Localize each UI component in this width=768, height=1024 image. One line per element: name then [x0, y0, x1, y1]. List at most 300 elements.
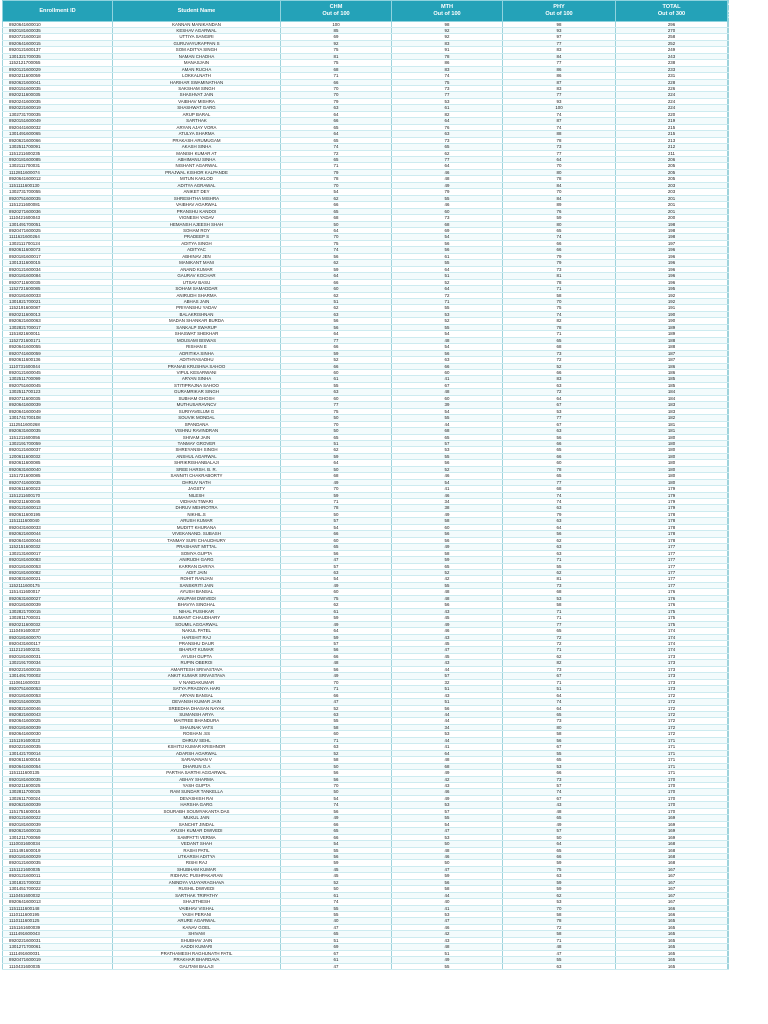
phy-score-cell: 86: [503, 73, 616, 79]
phy-score-cell: 80: [503, 724, 616, 730]
student-name-cell: SUBHAM GHOSH: [113, 395, 281, 401]
mth-score-cell: 57: [392, 808, 503, 814]
mth-score-cell: 52: [392, 279, 503, 285]
total-score-cell: 177: [616, 582, 728, 588]
enrollment-id-cell: 1302111700031: [3, 163, 113, 169]
enrollment-id-cell: 8920181600053: [3, 692, 113, 698]
student-name-cell: NISHANT AGARWAL: [113, 163, 281, 169]
mth-score-cell: 49: [392, 770, 503, 776]
chm-score-cell: 68: [281, 215, 392, 221]
phy-score-cell: 63: [503, 505, 616, 511]
student-name-cell: SATYA PRAGNYA HARI: [113, 686, 281, 692]
chm-score-cell: 56: [281, 808, 392, 814]
student-name-cell: SOHAM ROY: [113, 228, 281, 234]
mth-score-cell: 53: [392, 311, 503, 317]
chm-score-cell: 50: [281, 466, 392, 472]
chm-score-cell: 70: [281, 421, 392, 427]
total-score-cell: 190: [616, 311, 728, 317]
enrollment-id-cell: 8920211600013: [3, 311, 113, 317]
student-name-cell: PARTHA SARTHI AGGARWAL: [113, 770, 281, 776]
chm-score-cell: 63: [281, 105, 392, 111]
chm-score-cell: 54: [281, 841, 392, 847]
chm-score-cell: 60: [281, 589, 392, 595]
total-score-cell: 165: [616, 963, 728, 969]
total-score-cell: 203: [616, 182, 728, 188]
mth-score-cell: 53: [392, 731, 503, 737]
chm-score-cell: 64: [281, 131, 392, 137]
student-name-cell: SHIVAM JAIN: [113, 434, 281, 440]
mth-score-cell: 53: [392, 912, 503, 918]
chm-score-cell: 60: [281, 537, 392, 543]
student-name-cell: MANISH KUMAR AT: [113, 150, 281, 156]
enrollment-id-cell: 1302731700055: [3, 189, 113, 195]
total-score-cell: 220: [616, 111, 728, 117]
mth-score-cell: 60: [392, 395, 503, 401]
student-name-cell: PRASHANT MITTAL: [113, 544, 281, 550]
chm-score-cell: 60: [281, 369, 392, 375]
phy-score-cell: 78: [503, 176, 616, 182]
chm-score-cell: 56: [281, 647, 392, 653]
chm-score-cell: 50: [281, 415, 392, 421]
student-name-cell: DHRUV SEHL: [113, 737, 281, 743]
total-score-cell: 172: [616, 724, 728, 730]
student-name-cell: MADAN SHANKAR BURDA: [113, 318, 281, 324]
chm-score-cell: 54: [281, 524, 392, 530]
student-name-cell: SPANDANA: [113, 421, 281, 427]
enrollment-id-cell: 8920831600021: [3, 576, 113, 582]
results-sheet: [2, 0, 745, 970]
enrollment-id-cell: 1152721600171: [3, 337, 113, 343]
student-name-cell: UTKARSH ADITYA: [113, 853, 281, 859]
mth-score-cell: 55: [392, 453, 503, 459]
chm-score-cell: 52: [281, 879, 392, 885]
mth-score-cell: 56: [392, 531, 503, 537]
phy-score-cell: 67: [503, 421, 616, 427]
total-score-cell: 191: [616, 305, 728, 311]
mth-score-cell: 55: [392, 415, 503, 421]
phy-score-cell: 98: [503, 21, 616, 27]
enrollment-id-cell: 1110451600032: [3, 892, 113, 898]
phy-score-cell: 63: [503, 544, 616, 550]
student-name-cell: SHREYANSH SINGH: [113, 447, 281, 453]
enrollment-id-cell: 1301421700014: [3, 750, 113, 756]
chm-score-cell: 70: [281, 234, 392, 240]
mth-score-cell: 52: [392, 570, 503, 576]
chm-score-cell: 57: [281, 641, 392, 647]
phy-score-cell: 73: [503, 666, 616, 672]
mth-score-cell: 52: [392, 318, 503, 324]
total-score-cell: 184: [616, 395, 728, 401]
enrollment-id-cell: 8920121600045: [3, 369, 113, 375]
phy-score-cell: 71: [503, 615, 616, 621]
mth-score-cell: 44: [392, 892, 503, 898]
student-name-cell: SHRESHTHA MISHRA: [113, 195, 281, 201]
chm-score-cell: 62: [281, 305, 392, 311]
total-score-cell: 243: [616, 53, 728, 59]
phy-score-cell: 63: [503, 428, 616, 434]
enrollment-id-cell: 8920431600033: [3, 524, 113, 530]
header-air: AIR AFTS-3(XII): [728, 1, 745, 20]
enrollment-id-cell: 1151121600035: [3, 866, 113, 872]
student-name-cell: HARSHIT RAJ: [113, 634, 281, 640]
total-score-cell: 224: [616, 105, 728, 111]
total-score-cell: 178: [616, 531, 728, 537]
chm-score-cell: 59: [281, 350, 392, 356]
mth-score-cell: 48: [392, 389, 503, 395]
chm-score-cell: 71: [281, 737, 392, 743]
mth-score-cell: 58: [392, 518, 503, 524]
student-name-cell: ARYAN SINHA: [113, 376, 281, 382]
enrollment-id-cell: 8920471600019: [3, 957, 113, 963]
phy-score-cell: 65: [503, 815, 616, 821]
total-score-cell: 185: [616, 376, 728, 382]
mth-score-cell: 49: [392, 621, 503, 627]
chm-score-cell: 75: [281, 47, 392, 53]
phy-score-cell: 51: [503, 686, 616, 692]
student-name-cell: GURUVAYURAPPAN S: [113, 40, 281, 46]
chm-score-cell: 52: [281, 750, 392, 756]
chm-score-cell: 77: [281, 402, 392, 408]
student-name-cell: ARYAN BANSAL: [113, 692, 281, 698]
chm-score-cell: 65: [281, 434, 392, 440]
phy-score-cell: 72: [503, 357, 616, 363]
phy-score-cell: 72: [503, 641, 616, 647]
student-name-cell: SARAVANAN V: [113, 757, 281, 763]
student-name-cell: SHIVAM: [113, 931, 281, 937]
student-name-cell: SOUMIL AGGARWAL: [113, 621, 281, 627]
chm-score-cell: 69: [281, 944, 392, 950]
phy-score-cell: 73: [503, 144, 616, 150]
header-phy-sub: Out of 100: [545, 10, 573, 17]
mth-score-cell: 43: [392, 782, 503, 788]
enrollment-id-cell: 1111491600031: [3, 950, 113, 956]
total-score-cell: 189: [616, 331, 728, 337]
mth-score-cell: 51: [392, 950, 503, 956]
phy-score-cell: 59: [503, 215, 616, 221]
enrollment-id-cell: 8920181600070: [3, 634, 113, 640]
student-name-cell: AADDI KUMARI: [113, 944, 281, 950]
enrollment-id-cell: 8920211600059: [3, 73, 113, 79]
enrollment-id-cell: 8920641600055: [3, 344, 113, 350]
total-score-cell: 174: [616, 641, 728, 647]
phy-score-cell: 53: [503, 595, 616, 601]
chm-score-cell: 66: [281, 279, 392, 285]
mth-score-cell: 65: [392, 144, 503, 150]
student-name-cell: VIPUL KESARWANI: [113, 369, 281, 375]
total-score-cell: 211: [616, 150, 728, 156]
mth-score-cell: 39: [392, 402, 503, 408]
student-name-cell: ANKIT KUMAR SRIVASTAVA: [113, 673, 281, 679]
enrollment-id-cell: 8920121600137: [3, 47, 113, 53]
mth-score-cell: 62: [392, 150, 503, 156]
chm-score-cell: 66: [281, 531, 392, 537]
phy-score-cell: 74: [503, 311, 616, 317]
enrollment-id-cell: 1151111600040: [3, 518, 113, 524]
phy-score-cell: 72: [503, 634, 616, 640]
phy-score-cell: 71: [503, 647, 616, 653]
enrollment-id-cell: 8920641600010: [3, 21, 113, 27]
mth-score-cell: 56: [392, 350, 503, 356]
phy-score-cell: 71: [503, 679, 616, 685]
mth-score-cell: 49: [392, 511, 503, 517]
mth-score-cell: 43: [392, 608, 503, 614]
enrollment-id-cell: 8920241600035: [3, 98, 113, 104]
total-score-cell: 180: [616, 434, 728, 440]
total-score-cell: 196: [616, 273, 728, 279]
student-name-cell: SARTHAK: [113, 118, 281, 124]
total-score-cell: 188: [616, 337, 728, 343]
phy-score-cell: 63: [503, 382, 616, 388]
enrollment-id-cell: 8920641600013: [3, 899, 113, 905]
mth-score-cell: 47: [392, 647, 503, 653]
chm-score-cell: 71: [281, 73, 392, 79]
enrollment-id-cell: 8920181600083: [3, 557, 113, 563]
total-score-cell: 182: [616, 415, 728, 421]
student-name-cell: SARTHAK TRIPATHY: [113, 892, 281, 898]
chm-score-cell: 63: [281, 389, 392, 395]
student-name-cell: SHRIKRISHANBALAJI: [113, 460, 281, 466]
enrollment-id-cell: 1301821700032: [3, 879, 113, 885]
mth-score-cell: 53: [392, 802, 503, 808]
chm-score-cell: 59: [281, 634, 392, 640]
mth-score-cell: 50: [392, 860, 503, 866]
chm-score-cell: 65: [281, 137, 392, 143]
student-name-cell: AYUSH KUMAR DWIVEDI: [113, 828, 281, 834]
mth-score-cell: 41: [392, 486, 503, 492]
student-name-cell: RAM SUNDAR TANKELLA: [113, 789, 281, 795]
enrollment-id-cell: 1152151600032: [3, 544, 113, 550]
total-score-cell: 180: [616, 460, 728, 466]
chm-score-cell: 72: [281, 150, 392, 156]
total-score-cell: 189: [616, 324, 728, 330]
mth-score-cell: 66: [392, 363, 503, 369]
enrollment-id-cell: 8920181600035: [3, 776, 113, 782]
chm-score-cell: 49: [281, 815, 392, 821]
mth-score-cell: 65: [392, 434, 503, 440]
phy-score-cell: 83: [503, 86, 616, 92]
mth-score-cell: 38: [392, 505, 503, 511]
student-name-cell: SHAJITHESH: [113, 899, 281, 905]
chm-score-cell: 71: [281, 163, 392, 169]
chm-score-cell: 56: [281, 776, 392, 782]
total-score-cell: 196: [616, 260, 728, 266]
phy-score-cell: 70: [503, 189, 616, 195]
total-score-cell: 192: [616, 292, 728, 298]
student-name-cell: SURIYAVELUM G: [113, 408, 281, 414]
mth-score-cell: 50: [392, 841, 503, 847]
total-score-cell: 165: [616, 944, 728, 950]
chm-score-cell: 100: [281, 21, 392, 27]
enrollment-id-cell: 8920471600025: [3, 228, 113, 234]
enrollment-id-cell: 1301211700059: [3, 834, 113, 840]
phy-score-cell: 82: [503, 318, 616, 324]
phy-score-cell: 74: [503, 234, 616, 240]
enrollment-id-cell: 8920121600011: [3, 873, 113, 879]
student-name-cell: DHRUV MEHROTRA: [113, 505, 281, 511]
total-score-cell: 224: [616, 98, 728, 104]
total-score-cell: 169: [616, 834, 728, 840]
student-name-cell: RUPIN OBEROI: [113, 660, 281, 666]
total-score-cell: 179: [616, 499, 728, 505]
chm-score-cell: 70: [281, 86, 392, 92]
student-name-cell: ANIRUDH GARG: [113, 557, 281, 563]
student-name-cell: ADIT JAIN: [113, 570, 281, 576]
student-name-cell: SHASHVAT JAIN: [113, 92, 281, 98]
total-score-cell: 174: [616, 647, 728, 653]
student-name-cell: KARRAN DARIYA: [113, 563, 281, 569]
phy-score-cell: 66: [503, 247, 616, 253]
student-name-cell: RISHI RAJ: [113, 860, 281, 866]
total-score-cell: 180: [616, 453, 728, 459]
student-name-cell: SANCHIT JINDAL: [113, 821, 281, 827]
enrollment-id-cell: 1151821600011: [3, 331, 113, 337]
enrollment-id-cell: 8920181600082: [3, 570, 113, 576]
student-name-cell: SAMPATTI VERMA: [113, 834, 281, 840]
chm-score-cell: 54: [281, 576, 392, 582]
mth-score-cell: 56: [392, 879, 503, 885]
phy-score-cell: 67: [503, 744, 616, 750]
phy-score-cell: 73: [503, 776, 616, 782]
enrollment-id-cell: 1301321700035: [3, 53, 113, 59]
student-name-cell: ABHINAV JEN: [113, 253, 281, 259]
phy-score-cell: 77: [503, 40, 616, 46]
phy-score-cell: 89: [503, 202, 616, 208]
student-name-cell: ATULYA SHARMA: [113, 131, 281, 137]
student-name-cell: GAUTAM BALAJI: [113, 963, 281, 969]
total-score-cell: 180: [616, 447, 728, 453]
total-score-cell: 165: [616, 924, 728, 930]
chm-score-cell: 75: [281, 595, 392, 601]
student-name-cell: SUMANSH ARYA: [113, 711, 281, 717]
chm-score-cell: 64: [281, 628, 392, 634]
total-score-cell: 175: [616, 615, 728, 621]
chm-score-cell: 92: [281, 40, 392, 46]
student-name-cell: SHASWAT SHEKHAR: [113, 331, 281, 337]
mth-score-cell: 65: [392, 563, 503, 569]
enrollment-id-cell: 1151111600148: [3, 905, 113, 911]
student-name-cell: AMAN RUCHA: [113, 66, 281, 72]
phy-score-cell: 70: [503, 298, 616, 304]
student-name-cell: NIKHIL.S: [113, 511, 281, 517]
enrollment-id-cell: 1151411600017: [3, 589, 113, 595]
total-score-cell: 167: [616, 866, 728, 872]
enrollment-id-cell: 1112511600268: [3, 421, 113, 427]
student-name-cell: VIDHAN TIWARI: [113, 499, 281, 505]
total-score-cell: 252: [616, 40, 728, 46]
mth-score-cell: 46: [392, 169, 503, 175]
phy-score-cell: 65: [503, 337, 616, 343]
enrollment-id-cell: 8920621600015: [3, 828, 113, 834]
chm-score-cell: 66: [281, 821, 392, 827]
enrollment-id-cell: 8920721600018: [3, 34, 113, 40]
enrollment-id-cell: 8920441600032: [3, 124, 113, 130]
total-score-cell: 172: [616, 699, 728, 705]
enrollment-id-cell: 1302511700099: [3, 376, 113, 382]
mth-score-cell: 78: [392, 53, 503, 59]
mth-score-cell: 77: [392, 92, 503, 98]
chm-score-cell: 61: [281, 608, 392, 614]
chm-score-cell: 56: [281, 853, 392, 859]
enrollment-id-cell: 8920211600025: [3, 782, 113, 788]
student-name-cell: SOHAM SAMADDAR: [113, 286, 281, 292]
chm-score-cell: 65: [281, 828, 392, 834]
chm-score-cell: 63: [281, 744, 392, 750]
student-name-cell: ARYAN AJAY VORA: [113, 124, 281, 130]
chm-score-cell: 51: [281, 937, 392, 943]
phy-score-cell: 87: [503, 79, 616, 85]
mth-score-cell: 61: [392, 105, 503, 111]
chm-score-cell: 66: [281, 834, 392, 840]
phy-score-cell: 71: [503, 286, 616, 292]
enrollment-id-cell: 1302191700034: [3, 660, 113, 666]
enrollment-id-cell: 8920271600036: [3, 208, 113, 214]
phy-score-cell: 64: [503, 524, 616, 530]
header-mth-sub: Out of 100: [433, 10, 461, 17]
enrollment-id-cell: 1152721600085: [3, 286, 113, 292]
phy-score-cell: 74: [503, 699, 616, 705]
phy-score-cell: 62: [503, 892, 616, 898]
mth-score-cell: 60: [392, 524, 503, 530]
total-score-cell: 180: [616, 479, 728, 485]
chm-score-cell: 79: [281, 98, 392, 104]
chm-score-cell: 66: [281, 118, 392, 124]
header-phy: [503, 1, 616, 22]
chm-score-cell: 64: [281, 111, 392, 117]
student-name-cell: ADITHYASADHU: [113, 357, 281, 363]
total-score-cell: 175: [616, 621, 728, 627]
mth-score-cell: 68: [392, 428, 503, 434]
mth-score-cell: 54: [392, 408, 503, 414]
phy-score-cell: 58: [503, 602, 616, 608]
chm-score-cell: 66: [281, 344, 392, 350]
mth-score-cell: 45: [392, 653, 503, 659]
total-score-cell: 172: [616, 711, 728, 717]
student-name-cell: ANSHUL AGARWAL: [113, 453, 281, 459]
phy-score-cell: 53: [503, 899, 616, 905]
student-name-cell: SOUVIK MONDAL: [113, 415, 281, 421]
total-score-cell: 174: [616, 628, 728, 634]
student-name-cell: GAURAV KOCHAR: [113, 273, 281, 279]
student-name-cell: NILESH: [113, 492, 281, 498]
chm-score-cell: 74: [281, 802, 392, 808]
student-name-cell: ANAND KUMAR: [113, 266, 281, 272]
student-name-cell: HEMANSH AJEESH SHAH: [113, 221, 281, 227]
enrollment-id-cell: 1301491700002: [3, 673, 113, 679]
enrollment-id-cell: 1301271700061: [3, 944, 113, 950]
chm-score-cell: 77: [281, 337, 392, 343]
total-score-cell: 200: [616, 215, 728, 221]
total-score-cell: 165: [616, 918, 728, 924]
phy-score-cell: 56: [503, 737, 616, 743]
phy-score-cell: 50: [503, 834, 616, 840]
enrollment-id-cell: 1112121600231: [3, 647, 113, 653]
phy-score-cell: 84: [503, 182, 616, 188]
student-name-cell: ANINDYA VIJAYARAGHAVA: [113, 879, 281, 885]
student-name-cell: KANAV GOEL: [113, 924, 281, 930]
chm-score-cell: 59: [281, 615, 392, 621]
phy-score-cell: 78: [503, 466, 616, 472]
phy-score-cell: 63: [503, 518, 616, 524]
chm-score-cell: 70: [281, 679, 392, 685]
phy-score-cell: 58: [503, 912, 616, 918]
enrollment-id-cell: 1302821700017: [3, 324, 113, 330]
mth-score-cell: 92: [392, 34, 503, 40]
enrollment-id-cell: 8920821600046: [3, 705, 113, 711]
chm-score-cell: 49: [281, 673, 392, 679]
mth-score-cell: 63: [392, 357, 503, 363]
phy-score-cell: 82: [503, 660, 616, 666]
header-chm-sub: Out of 100: [322, 10, 350, 17]
